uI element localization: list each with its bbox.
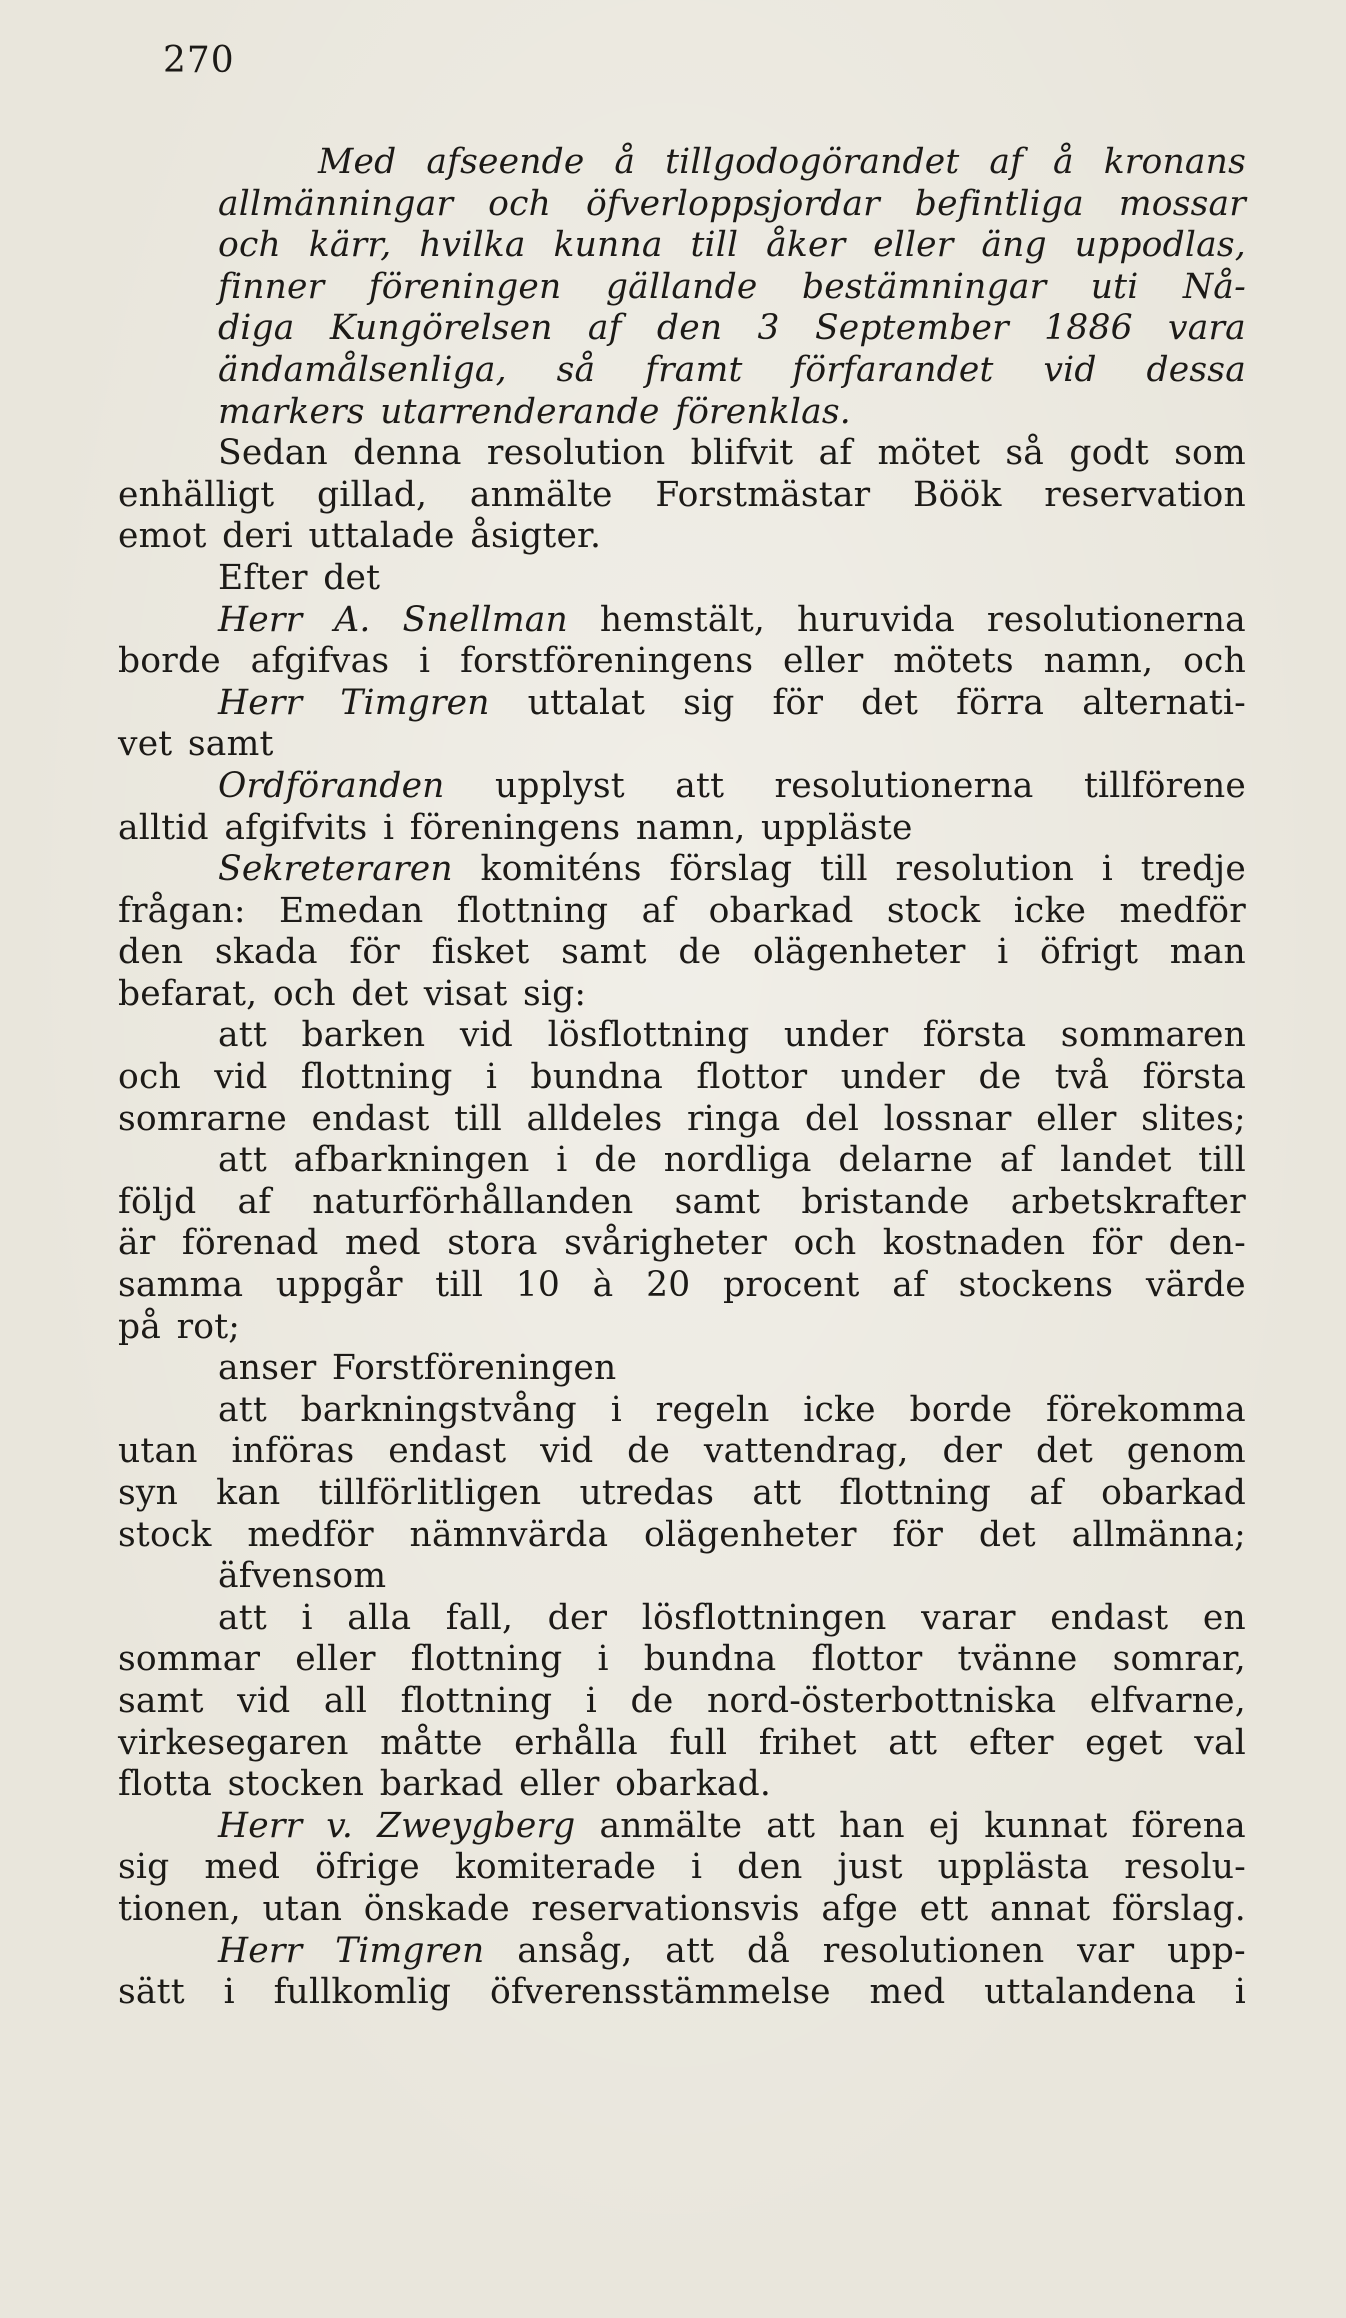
text-line: syn kan tillförlitligen utredas att flottning af obarkad — [118, 1473, 1246, 1513]
text-line: frågan: Emedan flottning af obarkad stock icke medför — [118, 890, 1246, 931]
text-line: är förenad med stora svårigheter och kostnaden för den- — [118, 1223, 1246, 1264]
text-line: Efter det — [218, 557, 381, 598]
text-line: följd af naturförhållanden samt bristande arbetskrafter — [118, 1181, 1246, 1222]
text-line: Sedan denna resolution blifvit af mötet så godt som — [218, 433, 1246, 474]
text-line: Herr A. Snellman hemstält, huruvida resolutionerna — [218, 599, 1246, 640]
text-line: allmänningar och öfverloppsjordar befintliga mossar — [218, 183, 1246, 224]
text-line: äfvensom — [218, 1556, 387, 1597]
text-line: borde afgifvas i forstföreningens eller mötets namn, och — [118, 641, 1246, 682]
text-line: och vid flottning i bundna flottor under de två första — [118, 1057, 1246, 1098]
text-line: Med afseende å tillgodogörandet af å kronans — [318, 142, 1246, 182]
text-line: Sekreteraren komiténs förslag till resolution i tredje — [218, 849, 1246, 890]
text-line: tionen, utan önskade reservationsvis afge ett annat förslag. — [118, 1888, 1246, 1929]
document-body — [118, 142, 1246, 2014]
text-line: vet samt — [118, 724, 274, 765]
text-line: flotta stocken barkad eller obarkad. — [118, 1764, 772, 1805]
text-line: Ordföranden upplyst att resolutionerna tillförene — [218, 765, 1246, 806]
text-line: den skada för fisket samt de olägenheter i öfrigt man — [118, 932, 1246, 973]
text-line: diga Kungörelsen af den 3 September 1886 vara — [218, 308, 1246, 349]
text-line: enhälligt gillad, anmälte Forstmästar Böök reservation — [118, 474, 1246, 515]
text-line: att barkningstvång i regeln icke borde förekomma — [218, 1389, 1246, 1430]
page-number: 270 — [163, 40, 235, 81]
text-line: sätt i fullkomlig öfverensstämmelse med uttalandena i — [118, 1972, 1246, 2013]
text-line: samt vid all flottning i de nord-österbottniska elfvarne, — [118, 1680, 1246, 1721]
text-line: Herr Timgren uttalat sig för det förra alternati- — [218, 682, 1246, 723]
text-line: att barken vid lösflottning under första sommaren — [218, 1015, 1246, 1056]
text-line: att i alla fall, der lösflottningen varar endast en — [218, 1597, 1246, 1638]
text-line: stock medför nämnvärda olägenheter för det allmänna; — [118, 1514, 1246, 1555]
text-line: på rot; — [118, 1306, 241, 1347]
text-line: samma uppgår till 10 à 20 procent af stockens värde — [118, 1265, 1246, 1306]
text-line: befarat, och det visat sig: — [118, 973, 587, 1014]
text-line: Herr v. Zweygberg anmälte att han ej kunnat förena — [218, 1805, 1246, 1846]
text-line: Herr Timgren ansåg, att då resolutionen var upp- — [218, 1930, 1246, 1971]
text-line: somrarne endast till alldeles ringa del lossnar eller slites; — [118, 1098, 1246, 1139]
text-line: anser Forstföreningen — [218, 1348, 617, 1389]
text-line: att afbarkningen i de nordliga delarne af landet till — [218, 1140, 1246, 1181]
text-line: alltid afgifvits i föreningens namn, uppläste — [118, 807, 913, 848]
text-line: utan införas endast vid de vattendrag, der det genom — [118, 1431, 1246, 1472]
text-line: sommar eller flottning i bundna flottor tvänne somrar, — [118, 1639, 1246, 1680]
text-line: virkesegaren måtte erhålla full frihet att efter eget val — [118, 1722, 1246, 1763]
text-line: markers utarrenderande förenklas. — [218, 391, 851, 432]
text-line: sig med öfrige komiterade i den just upplästa resolu- — [118, 1847, 1246, 1888]
text-line: ändamålsenliga, så framt förfarandet vid dessa — [218, 349, 1246, 390]
text-line: finner föreningen gällande bestämningar uti Nå- — [218, 266, 1246, 307]
text-line: och kärr, hvilka kunna till åker eller äng uppodlas, — [218, 225, 1246, 266]
text-line: emot deri uttalade åsigter. — [118, 516, 602, 557]
